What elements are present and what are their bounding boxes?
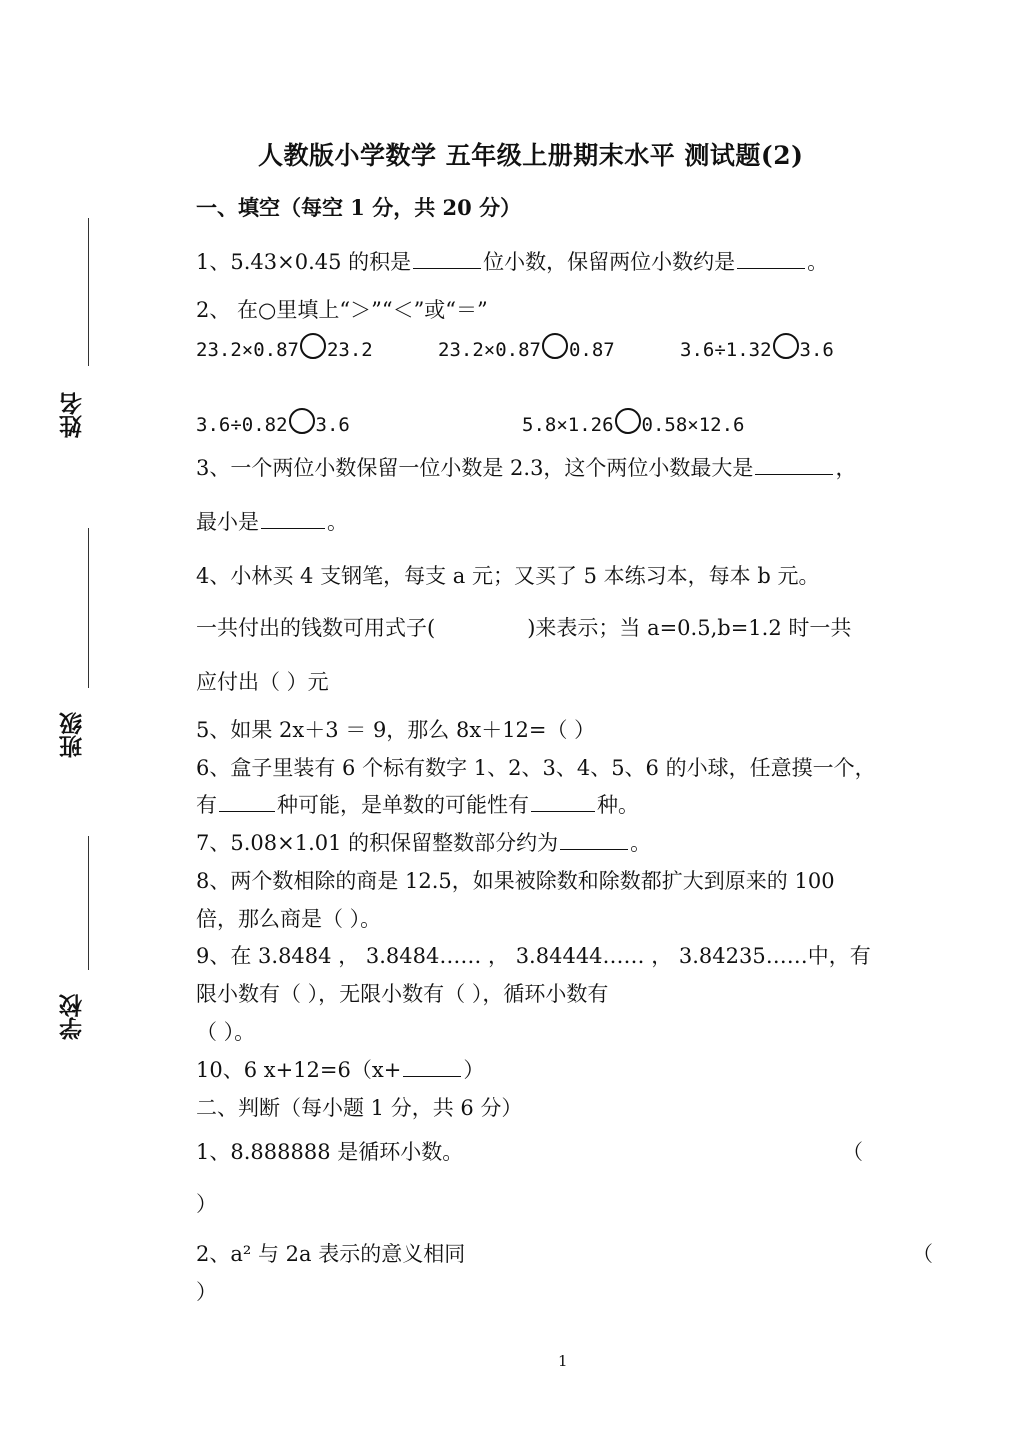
q2-e1-left: 23.2×0.87 (196, 339, 299, 361)
q2-e3-left: 3.6÷1.32 (680, 339, 772, 361)
q2-e5-right: 0.58×12.6 (641, 414, 745, 436)
question-4-line-1: 4、小林买 4 支钢笔，每支 a 元；又买了 5 本练习本，每本 b 元。 (196, 564, 820, 588)
q1-text-a: 1、5.43×0.45 的积是 (196, 250, 412, 274)
q10-blank[interactable] (403, 1058, 461, 1077)
q3-text-c: 最小是 (196, 510, 259, 534)
q4-text-b: )来表示；当 a=0.5,b=1.2 时一共 (527, 616, 852, 640)
compare-circle[interactable] (300, 333, 326, 359)
question-1 (196, 246, 828, 276)
q3-text-a: 3、一个两位小数保留一位小数是 2.3，这个两位小数最大是 (196, 456, 754, 480)
compare-circle[interactable] (289, 408, 315, 434)
q3-blank-1[interactable] (755, 456, 833, 475)
q1-blank-1[interactable] (413, 250, 481, 269)
q3-text-b: ， (835, 456, 857, 480)
page-number: 1 (558, 1352, 568, 1370)
question-8-line-1: 8、两个数相除的商是 12.5，如果被除数和除数都扩大到原来的 100 (196, 869, 835, 893)
q3-text-d: 。 (327, 510, 348, 534)
question-6-line-1: 6、盒子里装有 6 个标有数字 1、2、3、4、5、6 的小球，任意摸一个， (196, 756, 876, 780)
judge-2-close-paren: ） (196, 1280, 217, 1304)
q7-blank[interactable] (560, 831, 628, 850)
judge-2-text: 2、a² 与 2a 表示的意义相同 (196, 1242, 466, 1266)
q6-text-a: 有 (196, 793, 217, 817)
question-4-line-2 (196, 612, 851, 642)
binding-line-bottom (88, 836, 89, 970)
q3-blank-2[interactable] (261, 510, 325, 529)
q7-text-b: 。 (630, 831, 652, 855)
question-4-line-3: 应付出（ ）元 (196, 670, 329, 694)
q2-expr-row-2 (196, 408, 350, 436)
judge-1-text: 1、8.888888 是循环小数。 (196, 1140, 464, 1164)
compare-circle[interactable] (773, 333, 799, 359)
page-title: 人教版小学数学 五年级上册期末水平 测试题(2) (258, 141, 804, 170)
question-9-line-1: 9、在 3.8484 ， 3.8484…… ， 3.84444…… ， 3.84235……中，有 (196, 944, 871, 968)
q2-e2-left: 23.2×0.87 (438, 339, 541, 361)
q2-expr-row-2b (522, 408, 744, 436)
q6-blank-1[interactable] (219, 793, 275, 812)
q2-expr-row-1c (680, 333, 834, 361)
question-9-line-2: 限小数有（ ），无限小数有（ ），循环小数有 (196, 982, 609, 1006)
q6-text-c: 种。 (597, 793, 639, 817)
question-9-line-3: （ ）。 (196, 1020, 256, 1044)
q2-e4-left: 3.6÷0.82 (196, 414, 288, 436)
q6-blank-2[interactable] (531, 793, 595, 812)
school-label: 学校 (59, 994, 86, 1040)
binding-line-top (88, 218, 89, 366)
question-10 (196, 1054, 484, 1084)
q1-text-c: 。 (807, 250, 829, 274)
question-3 (196, 452, 856, 482)
q2-e4-right: 3.6 (315, 414, 350, 436)
question-6-line-2 (196, 789, 639, 819)
judge-1-close-paren: ） (196, 1192, 217, 1216)
q2-e5-left: 5.8×1.26 (522, 414, 614, 436)
compare-circle[interactable] (542, 333, 568, 359)
q2-e2-right: 0.87 (568, 339, 615, 361)
question-2-intro: 2、 在○里填上“＞”“＜”或“＝” (196, 298, 488, 322)
q10-text-a: 10、6 x+12=6（x+ (196, 1058, 402, 1082)
question-3-line-2 (196, 506, 348, 536)
q6-text-b: 种可能，是单数的可能性有 (277, 793, 529, 817)
q4-text-a: 一共付出的钱数可用式子( (196, 616, 436, 640)
question-8-line-2: 倍，那么商是（ ）。 (196, 907, 382, 931)
section-2-heading: 二、判断（每小题 1 分，共 6 分） (196, 1096, 523, 1120)
judge-1-open-paren[interactable]: （ (842, 1140, 863, 1164)
q2-expr-row-1 (196, 333, 373, 361)
q7-text-a: 7、5.08×1.01 的积保留整数部分约为 (196, 831, 559, 855)
question-7 (196, 827, 651, 857)
binding-line-middle (88, 528, 89, 688)
q2-e3-right: 3.6 (799, 339, 834, 361)
name-label: 姓名 (59, 392, 86, 438)
q2-e1-right: 23.2 (326, 339, 373, 361)
section-1-heading: 一、填空（每空 1 分，共 20 分） (196, 195, 522, 220)
q1-blank-2[interactable] (737, 250, 805, 269)
judge-2-open-paren[interactable]: （ (912, 1242, 933, 1266)
compare-circle[interactable] (615, 408, 641, 434)
q2-expr-row-1b (438, 333, 615, 361)
q10-text-b: ） (463, 1058, 485, 1082)
class-label: 班级 (59, 712, 86, 758)
question-5: 5、如果 2x＋3 ＝ 9，那么 8x＋12=（ ） (196, 718, 596, 742)
q1-text-b: 位小数，保留两位小数约是 (483, 250, 736, 274)
